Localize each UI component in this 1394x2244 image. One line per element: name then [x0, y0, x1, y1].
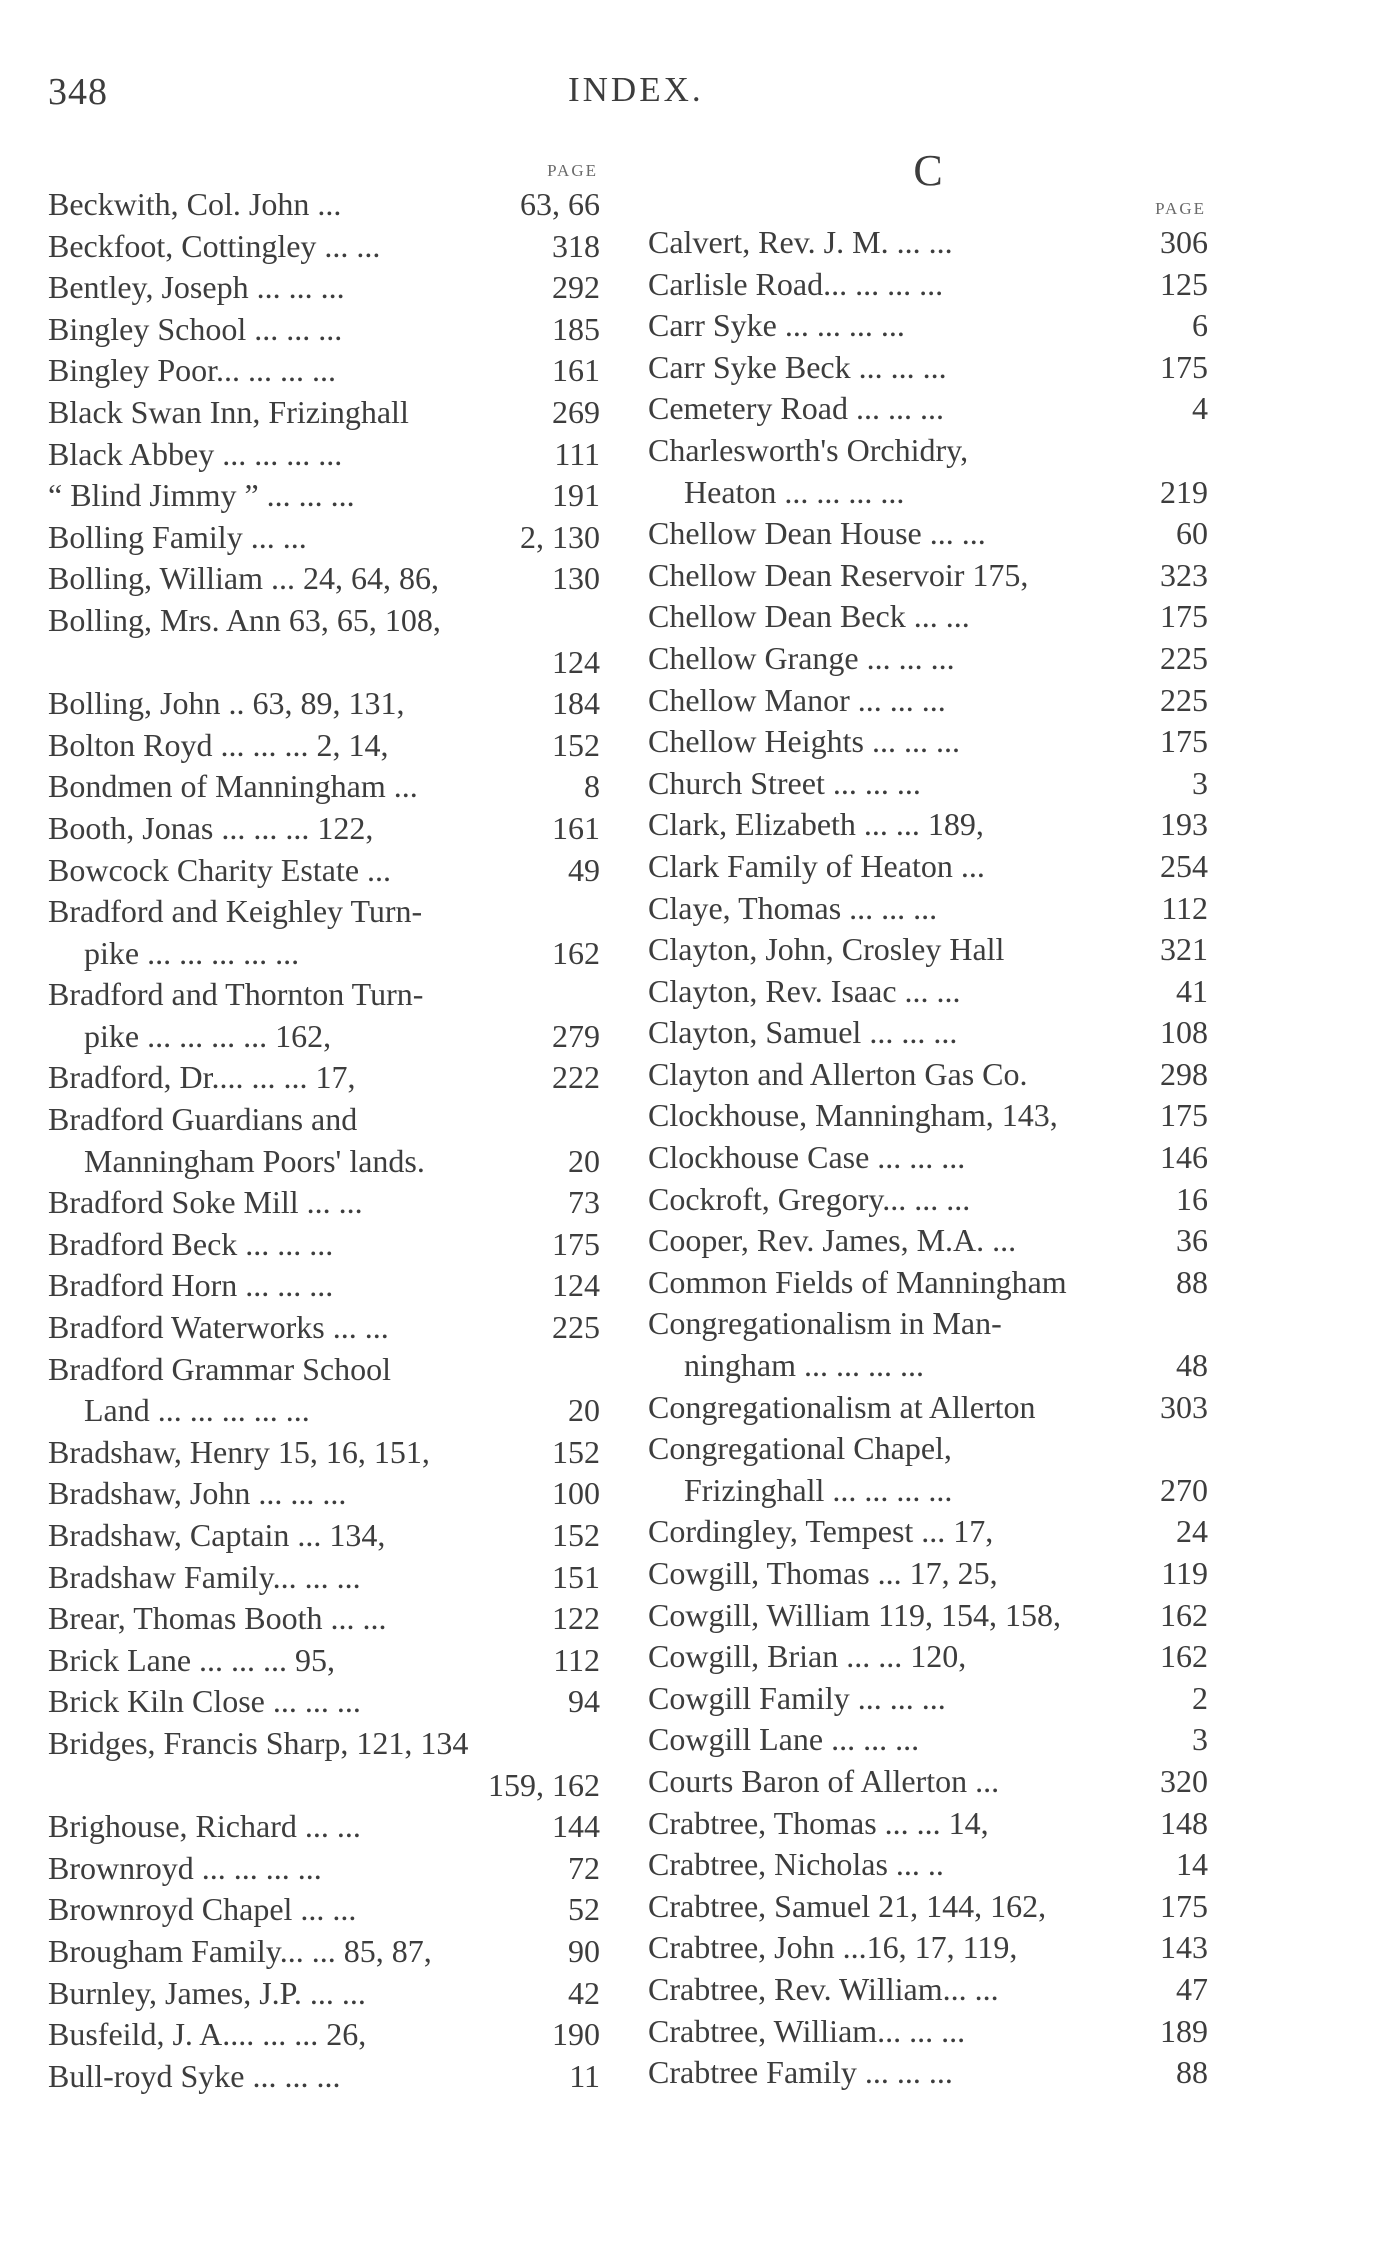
entry-pages: 161: [552, 809, 600, 846]
entry-text: Brighouse, Richard ... ...: [48, 1808, 361, 1845]
entry-pages: 152: [552, 1433, 600, 1470]
entry-text: Bradshaw, Henry 15, 16, 151,: [48, 1433, 430, 1470]
index-entry: [648, 1470, 1208, 1512]
index-entry: [48, 642, 600, 684]
index-entry: [648, 1678, 1208, 1720]
entry-text: Brear, Thomas Booth ... ...: [48, 1600, 387, 1637]
entry-pages: 152: [552, 726, 600, 763]
entry-text: Bradford Beck ... ... ...: [48, 1225, 334, 1262]
entry-text: Clayton, Samuel ... ... ...: [648, 1014, 958, 1051]
index-entry: [648, 2011, 1208, 2053]
index-entry: [648, 1262, 1208, 1304]
index-entry: [48, 850, 600, 892]
entry-pages: 52: [568, 1891, 600, 1928]
entry-text: Bradshaw, Captain ... 134,: [48, 1517, 386, 1553]
entry-text: Crabtree, Rev. William... ...: [648, 1970, 999, 2007]
index-entry: [48, 1848, 600, 1890]
entry-pages: 225: [1160, 639, 1208, 676]
entry-text: Clockhouse Case ... ... ...: [648, 1139, 966, 1176]
entry-text: Crabtree, John ...16, 17, 119,: [648, 1929, 1018, 1966]
entry-pages: 20: [568, 1392, 600, 1429]
page-number: 348: [48, 71, 108, 113]
entry-text: Bradford Guardians and: [48, 1101, 358, 1138]
entry-text: Bolling, William ... 24, 64, 86,: [48, 560, 440, 597]
entry-pages: 151: [552, 1558, 600, 1595]
entry-text: Bradford and Thornton Turn-: [48, 976, 424, 1013]
index-entry: [648, 1719, 1208, 1761]
entry-text: Bradford Horn ... ... ...: [48, 1267, 334, 1304]
entry-pages: 124: [552, 643, 600, 680]
entry-text: Booth, Jonas ... ... ... 122,: [48, 809, 374, 846]
entry-pages: 279: [552, 1017, 600, 1054]
entry-text: Crabtree Family ... ... ...: [648, 2054, 953, 2091]
entry-pages: 73: [568, 1184, 600, 1221]
index-entry: [48, 1765, 600, 1807]
index-entry: [648, 555, 1208, 597]
index-entry: [48, 1681, 600, 1723]
entry-pages: 175: [1160, 723, 1208, 760]
entry-text: Clark, Elizabeth ... ... 189,: [648, 806, 984, 843]
entry-pages: 175: [1160, 1097, 1208, 1134]
index-entry: [648, 1012, 1208, 1054]
entry-text: Black Swan Inn, Frizinghall: [48, 393, 409, 430]
index-entry: [648, 1927, 1208, 1969]
index-entry: [48, 2056, 600, 2098]
index-entry: [648, 1054, 1208, 1096]
entry-pages: 225: [552, 1309, 600, 1346]
index-entry: [48, 600, 600, 642]
entry-text: Bradford Waterworks ... ...: [48, 1309, 389, 1346]
index-entry: [648, 1886, 1208, 1928]
entry-text: Cooper, Rev. James, M.A. ...: [648, 1222, 1017, 1259]
entry-pages: 146: [1160, 1139, 1208, 1176]
index-entry: [648, 264, 1208, 306]
entry-text: Cowgill, Thomas ... 17, 25,: [648, 1555, 998, 1591]
entry-pages: 125: [1160, 265, 1208, 302]
page-title: INDEX.: [568, 70, 704, 109]
index-entry: [48, 1806, 600, 1848]
index-column-right: [648, 146, 1208, 2094]
entry-pages: 143: [1160, 1929, 1208, 1966]
entry-text: Heaton ... ... ... ...: [684, 473, 905, 510]
index-entry: [648, 1595, 1208, 1637]
entry-text: Manningham Poors' lands.: [84, 1142, 425, 1179]
entry-text: Bentley, Joseph ... ... ...: [48, 269, 345, 306]
index-entry: [48, 309, 600, 351]
index-entry: [648, 1553, 1208, 1595]
entry-pages: 184: [552, 685, 600, 722]
entry-text: “ Blind Jimmy ” ... ... ...: [48, 477, 355, 514]
index-entry: [648, 971, 1208, 1013]
entry-pages: 175: [1160, 598, 1208, 635]
index-entry: [48, 1640, 600, 1682]
index-entry: [648, 929, 1208, 971]
entry-pages: 24: [1176, 1513, 1208, 1550]
index-entry: [48, 933, 600, 975]
entry-pages: 88: [1176, 1263, 1208, 1300]
index-entry: [648, 638, 1208, 680]
entry-pages: 144: [552, 1808, 600, 1845]
index-entry: [48, 766, 600, 808]
entry-text: Bolton Royd ... ... ... 2, 14,: [48, 726, 389, 763]
index-entry: [48, 434, 600, 476]
entry-text: Bradshaw, John ... ... ...: [48, 1475, 347, 1512]
entry-pages: 269: [552, 393, 600, 430]
entry-text: Charlesworth's Orchidry,: [648, 431, 969, 468]
entry-pages: 94: [568, 1683, 600, 1720]
index-entry: [48, 1016, 600, 1058]
entry-text: pike ... ... ... ... 162,: [84, 1017, 332, 1054]
entry-text: Chellow Dean Reservoir 175,: [648, 556, 1029, 593]
entry-pages: 254: [1160, 847, 1208, 884]
index-entry: [648, 1137, 1208, 1179]
index-entry: [48, 1182, 600, 1224]
entry-text: Land ... ... ... ... ...: [84, 1392, 310, 1429]
entry-text: ningham ... ... ... ...: [684, 1347, 924, 1384]
entry-text: Crabtree, Nicholas ... ..: [648, 1846, 944, 1883]
entry-text: Chellow Manor ... ... ...: [648, 681, 946, 718]
page-header: [48, 70, 1198, 120]
entry-pages: 3: [1192, 764, 1208, 801]
entry-text: Bradford Soke Mill ... ...: [48, 1184, 363, 1221]
entry-text: Chellow Heights ... ... ...: [648, 723, 960, 760]
entry-pages: 122: [552, 1600, 600, 1637]
entry-text: Claye, Thomas ... ... ...: [648, 889, 938, 926]
entry-pages: 108: [1160, 1014, 1208, 1051]
entry-text: Bradford, Dr.... ... ... 17,: [48, 1059, 356, 1096]
index-entry: [48, 475, 600, 517]
entry-text: Crabtree, Samuel 21, 144, 162,: [648, 1887, 1047, 1924]
index-entry: [48, 683, 600, 725]
entry-text: Church Street ... ... ...: [648, 764, 921, 801]
entry-text: Clayton and Allerton Gas Co.: [648, 1055, 1028, 1092]
index-entry: [48, 1515, 600, 1557]
entry-pages: 11: [569, 2057, 600, 2094]
entry-pages: 112: [1161, 889, 1208, 926]
index-entry: [648, 1095, 1208, 1137]
entry-pages: 2, 130: [520, 518, 600, 555]
entry-pages: 119: [1161, 1555, 1208, 1591]
index-entry: [648, 1803, 1208, 1845]
entry-pages: 63, 66: [520, 186, 600, 222]
index-entry: [648, 596, 1208, 638]
index-entry: [648, 888, 1208, 930]
index-entry: [48, 1432, 600, 1474]
entry-text: Cockroft, Gregory... ... ...: [648, 1180, 971, 1217]
entry-pages: 185: [552, 310, 600, 347]
entry-pages: 130: [552, 560, 600, 597]
index-entry: [48, 808, 600, 850]
entry-text: Cowgill, Brian ... ... 120,: [648, 1638, 967, 1675]
entry-pages: 42: [568, 1974, 600, 2011]
index-entry: [648, 430, 1208, 472]
entry-pages: 100: [552, 1475, 600, 1512]
entry-text: Cowgill Family ... ... ...: [648, 1679, 946, 1716]
entry-pages: 175: [1160, 1887, 1208, 1924]
index-entry: [648, 388, 1208, 430]
entry-pages: 36: [1176, 1222, 1208, 1259]
index-entry: [48, 1473, 600, 1515]
index-entry: [48, 1931, 600, 1973]
entry-text: Busfeild, J. A.... ... ... 26,: [48, 2016, 367, 2053]
index-entry: [648, 1303, 1208, 1345]
entry-text: Brougham Family... ... 85, 87,: [48, 1932, 432, 1969]
index-entry: [648, 1428, 1208, 1470]
index-entry: [48, 1973, 600, 2015]
entry-pages: 306: [1160, 224, 1208, 260]
entry-pages: 3: [1192, 1721, 1208, 1758]
index-entry: [48, 350, 600, 392]
index-entry: [648, 1511, 1208, 1553]
entry-text: Beckwith, Col. John ...: [48, 186, 342, 222]
index-entry: [48, 267, 600, 309]
entry-pages: 90: [568, 1932, 600, 1969]
entry-pages: 6: [1192, 307, 1208, 344]
entry-text: Bingley Poor... ... ... ...: [48, 352, 337, 389]
entry-pages: 303: [1160, 1388, 1208, 1425]
entry-text: Clayton, John, Crosley Hall: [648, 931, 1005, 968]
entry-pages: 41: [1176, 972, 1208, 1009]
entry-text: Congregationalism at Allerton: [648, 1388, 1036, 1425]
entry-pages: 4: [1192, 390, 1208, 427]
entry-pages: 189: [1160, 2012, 1208, 2049]
index-entry: [48, 891, 600, 933]
entry-text: Bowcock Charity Estate ...: [48, 851, 392, 888]
entry-pages: 88: [1176, 2054, 1208, 2091]
entry-pages: 8: [584, 768, 600, 805]
index-entry: [648, 1636, 1208, 1678]
entry-pages: 72: [568, 1849, 600, 1886]
entry-text: Brownroyd ... ... ... ...: [48, 1849, 322, 1886]
index-entry: [48, 184, 600, 226]
entry-pages: 222: [552, 1059, 600, 1096]
entry-text: Cemetery Road ... ... ...: [648, 390, 944, 427]
entry-text: Chellow Grange ... ... ...: [648, 639, 955, 676]
index-entry: [648, 305, 1208, 347]
entry-text: Bradford and Keighley Turn-: [48, 893, 423, 930]
entry-text: Bolling, John .. 63, 89, 131,: [48, 685, 405, 722]
index-entry: [48, 1557, 600, 1599]
page-column-label: PAGE: [547, 161, 598, 180]
entry-pages: 318: [552, 227, 600, 264]
index-entry: [48, 1390, 600, 1432]
entry-text: Crabtree, William... ... ...: [648, 2012, 966, 2049]
entry-text: Chellow Dean Beck ... ...: [648, 598, 970, 635]
index-entry: [48, 558, 600, 600]
entry-text: Bull-royd Syke ... ... ...: [48, 2057, 341, 2094]
entry-text: Bingley School ... ... ...: [48, 310, 343, 347]
entry-text: Cowgill Lane ... ... ...: [648, 1721, 920, 1758]
index-entry: [648, 680, 1208, 722]
entry-pages: 323: [1160, 556, 1208, 593]
entry-pages: 14: [1176, 1846, 1208, 1883]
index-entry: [648, 1345, 1208, 1387]
entry-pages: 112: [553, 1641, 600, 1678]
entry-pages: 298: [1160, 1055, 1208, 1092]
entry-text: Bolling, Mrs. Ann 63, 65, 108,: [48, 601, 441, 638]
entry-pages: 191: [552, 477, 600, 514]
entry-text: Carr Syke ... ... ... ...: [648, 307, 905, 344]
entry-text: Brick Kiln Close ... ... ...: [48, 1683, 361, 1720]
entry-pages: 2: [1192, 1679, 1208, 1716]
index-entry: [48, 226, 600, 268]
entry-pages: 48: [1176, 1347, 1208, 1384]
entry-pages: 175: [552, 1225, 600, 1262]
page-column-label: PAGE: [1155, 199, 1206, 218]
entry-pages: 162: [1160, 1638, 1208, 1675]
index-entry: [648, 472, 1208, 514]
entry-text: Calvert, Rev. J. M. ... ...: [648, 224, 953, 260]
entry-pages: 162: [1160, 1596, 1208, 1633]
entry-text: pike ... ... ... ... ...: [84, 934, 300, 971]
index-entry: [48, 1265, 600, 1307]
entry-pages: 60: [1176, 515, 1208, 552]
index-entry: [48, 725, 600, 767]
index-entry: [648, 763, 1208, 805]
entry-pages: 161: [552, 352, 600, 389]
index-entry: [648, 1844, 1208, 1886]
entry-pages: 270: [1160, 1471, 1208, 1508]
entry-text: Beckfoot, Cottingley ... ...: [48, 227, 381, 264]
section-letter: C: [913, 146, 943, 195]
index-entry: [48, 392, 600, 434]
index-entry: [648, 513, 1208, 555]
index-entry: [48, 1723, 600, 1765]
index-entry: [648, 1220, 1208, 1262]
entry-text: Congregationalism in Man-: [648, 1305, 1002, 1342]
entry-text: Bradford Grammar School: [48, 1350, 392, 1387]
entry-text: Courts Baron of Allerton ...: [648, 1762, 1000, 1799]
entry-text: Bolling Family ... ...: [48, 518, 307, 555]
entry-pages: 20: [568, 1142, 600, 1179]
entry-text: Clockhouse, Manningham, 143,: [648, 1097, 1058, 1134]
index-entry: [48, 974, 600, 1016]
entry-pages: 148: [1160, 1804, 1208, 1841]
index-entry: [648, 1969, 1208, 2011]
index-entry: [648, 1387, 1208, 1429]
entry-pages: 124: [552, 1267, 600, 1304]
entry-text: Black Abbey ... ... ... ...: [48, 435, 343, 472]
entry-text: Clark Family of Heaton ...: [648, 847, 985, 884]
index-entry: [648, 222, 1208, 264]
index-entry: [48, 1889, 600, 1931]
entry-text: Bradshaw Family... ... ...: [48, 1558, 361, 1595]
index-entry: [48, 1141, 600, 1183]
entry-pages: 162: [552, 934, 600, 971]
index-entry: [48, 1307, 600, 1349]
entry-pages: 111: [554, 435, 600, 472]
entry-pages: 321: [1160, 931, 1208, 968]
index-entry: [648, 804, 1208, 846]
entry-text: Brownroyd Chapel ... ...: [48, 1891, 357, 1928]
entry-text: Carlisle Road... ... ... ...: [648, 265, 944, 302]
index-entry: [648, 1179, 1208, 1221]
entry-pages: 175: [1160, 348, 1208, 385]
index-entry: [48, 517, 600, 559]
entry-text: Cordingley, Tempest ... 17,: [648, 1513, 994, 1550]
entry-text: Cowgill, William 119, 154, 158,: [648, 1596, 1061, 1633]
entry-pages: 225: [1160, 681, 1208, 718]
entry-text: Clayton, Rev. Isaac ... ...: [648, 972, 961, 1009]
entry-text: Congregational Chapel,: [648, 1430, 952, 1467]
entry-pages: 292: [552, 269, 600, 306]
entry-pages: 219: [1160, 473, 1208, 510]
entry-pages: 193: [1160, 806, 1208, 843]
entry-text: Bridges, Francis Sharp, 121, 134: [48, 1724, 469, 1761]
index-entry: [48, 1224, 600, 1266]
entry-text: Common Fields of Manningham: [648, 1263, 1067, 1300]
entry-pages: 16: [1176, 1180, 1208, 1217]
entry-text: Chellow Dean House ... ...: [648, 515, 986, 552]
entry-pages: 47: [1176, 1970, 1208, 2007]
entry-pages: 320: [1160, 1762, 1208, 1799]
entry-text: Brick Lane ... ... ... 95,: [48, 1641, 336, 1678]
entry-pages: 152: [552, 1517, 600, 1553]
index-entry: [48, 2014, 600, 2056]
entry-text: Carr Syke Beck ... ... ...: [648, 348, 947, 385]
entry-text: Crabtree, Thomas ... ... 14,: [648, 1804, 989, 1841]
index-entry: [48, 1057, 600, 1099]
index-entry: [648, 1761, 1208, 1803]
entry-text: Burnley, James, J.P. ... ...: [48, 1974, 366, 2011]
index-entry: [48, 1349, 600, 1391]
entry-text: Frizinghall ... ... ... ...: [684, 1471, 953, 1508]
index-entry: [48, 1099, 600, 1141]
entry-pages: 159, 162: [488, 1766, 600, 1803]
entry-pages: 190: [552, 2016, 600, 2053]
entry-text: Bondmen of Manningham ...: [48, 768, 418, 805]
index-column-left: [48, 158, 600, 2097]
index-entry: [648, 347, 1208, 389]
index-entry: [648, 846, 1208, 888]
index-entry: [648, 721, 1208, 763]
entry-pages: 49: [568, 851, 600, 888]
index-entry: [48, 1598, 600, 1640]
index-entry: [648, 2052, 1208, 2094]
